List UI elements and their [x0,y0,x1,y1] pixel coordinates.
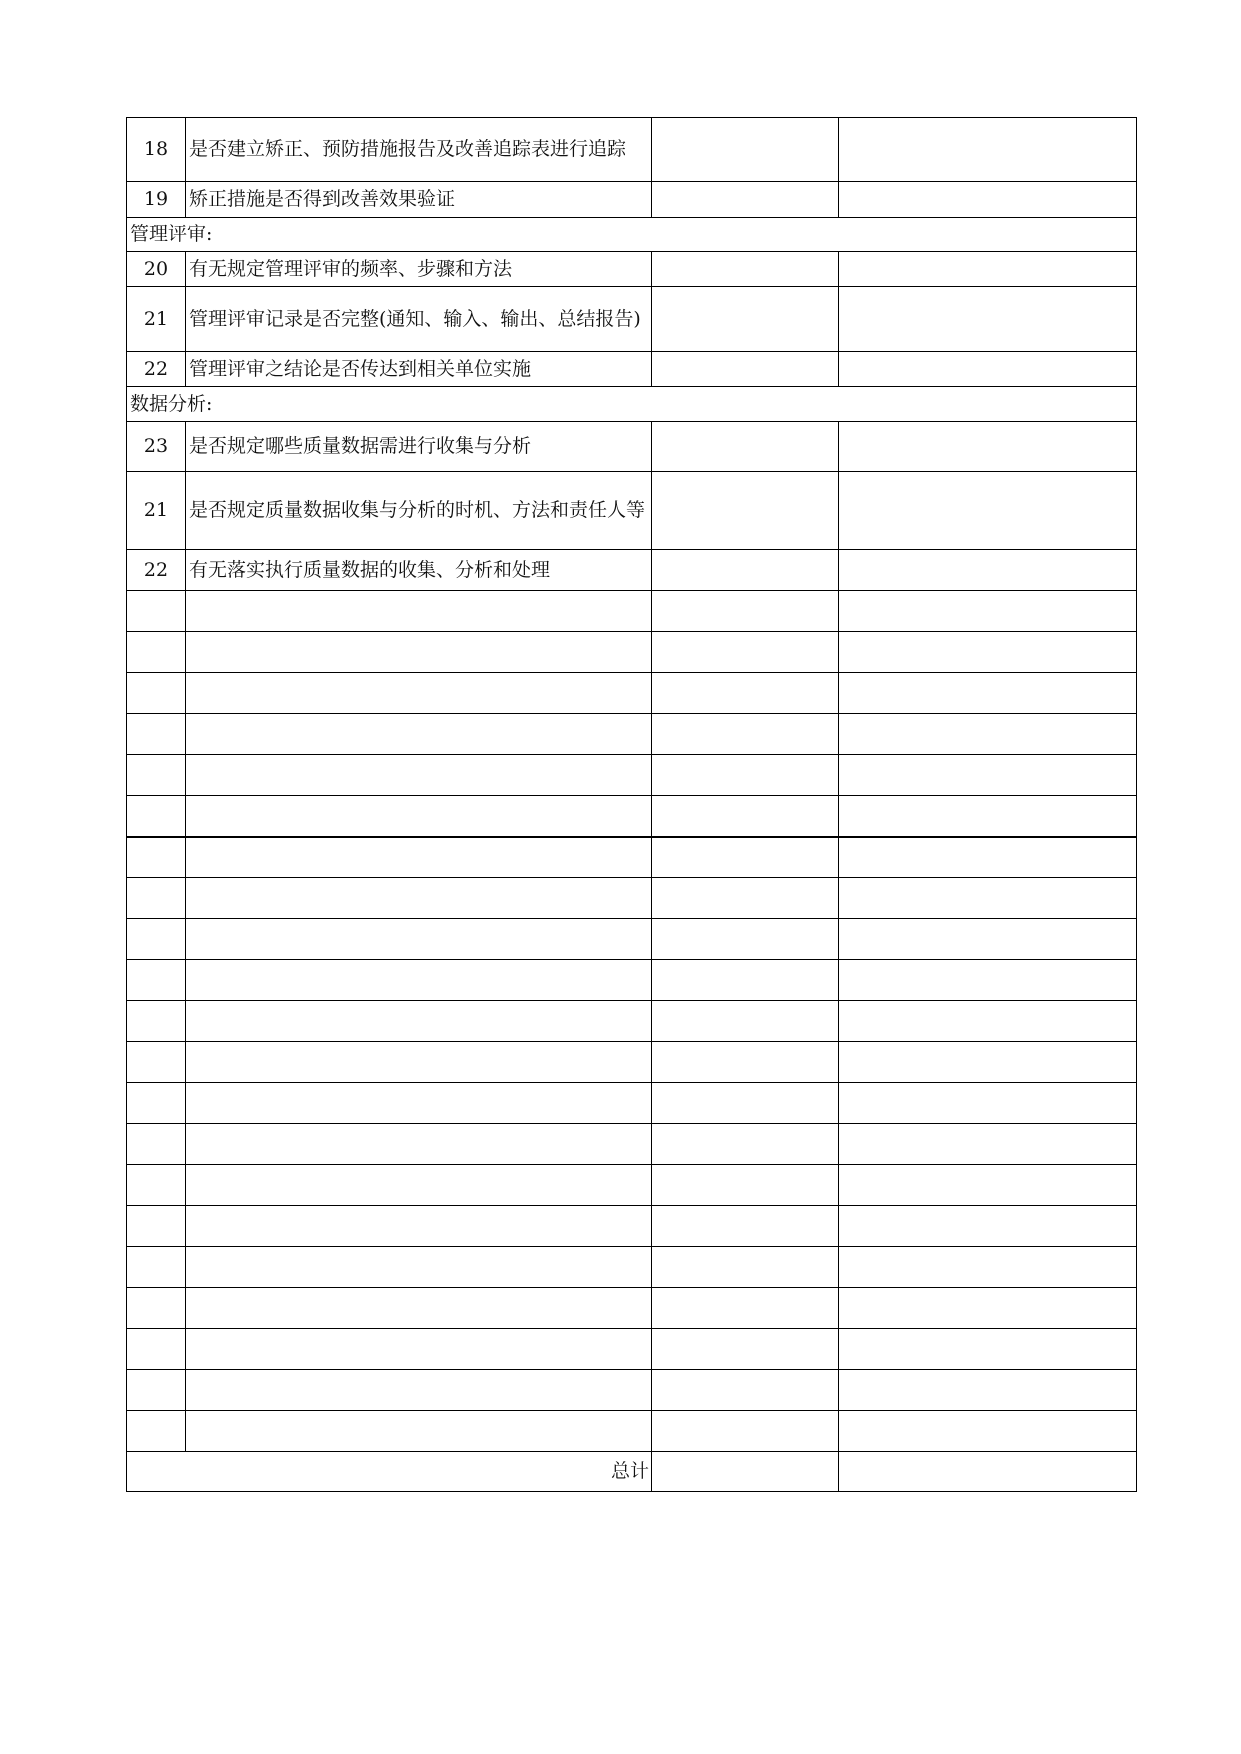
remark-cell [839,252,1137,287]
item-number: 19 [127,182,186,218]
remark-cell [839,673,1137,714]
checklist-table [126,117,1137,1492]
remark-cell [839,1083,1137,1124]
item-number: 23 [127,422,186,472]
number-cell [127,714,186,755]
number-cell [127,1370,186,1411]
result-cell [652,1288,839,1329]
result-cell [652,714,839,755]
item-cell [186,1411,652,1452]
item-number: 20 [127,252,186,287]
result-cell [652,1206,839,1247]
table-row [127,287,1137,352]
item-text: 矫正措施是否得到改善效果验证 [186,182,652,218]
result-cell [652,352,839,387]
table-row [127,1206,1137,1247]
table-row [127,1001,1137,1042]
table-row [127,252,1137,287]
item-number: 22 [127,352,186,387]
remark-cell [839,1042,1137,1083]
result-cell [652,673,839,714]
remark-cell [839,472,1137,550]
remark-cell [839,591,1137,632]
item-text: 有无规定管理评审的频率、步骤和方法 [186,252,652,287]
number-cell [127,1042,186,1083]
result-cell [652,1370,839,1411]
table-row [127,796,1137,837]
total-result-cell [652,1452,839,1492]
result-cell [652,550,839,591]
table-row [127,1288,1137,1329]
item-cell [186,796,652,837]
result-cell [652,591,839,632]
result-cell [652,1247,839,1288]
result-cell [652,1124,839,1165]
remark-cell [839,919,1137,960]
item-text: 是否规定质量数据收集与分析的时机、方法和责任人等 [186,472,652,550]
item-cell [186,837,652,878]
item-cell [186,1124,652,1165]
result-cell [652,1083,839,1124]
number-cell [127,632,186,673]
remark-cell [839,1329,1137,1370]
result-cell [652,960,839,1001]
remark-cell [839,352,1137,387]
number-cell [127,960,186,1001]
number-cell [127,591,186,632]
table-row [127,1247,1137,1288]
item-text: 是否规定哪些质量数据需进行收集与分析 [186,422,652,472]
remark-cell [839,1124,1137,1165]
table-row [127,632,1137,673]
section-row [127,387,1137,422]
item-cell [186,1329,652,1370]
result-cell [652,472,839,550]
item-text: 管理评审记录是否完整(通知、输入、输出、总结报告) [186,287,652,352]
number-cell [127,919,186,960]
result-cell [652,632,839,673]
total-label: 总计 [127,1452,652,1492]
remark-cell [839,960,1137,1001]
table-row [127,422,1137,472]
table-row [127,352,1137,387]
number-cell [127,1001,186,1042]
result-cell [652,1411,839,1452]
result-cell [652,837,839,878]
result-cell [652,878,839,919]
result-cell [652,118,839,182]
result-cell [652,755,839,796]
item-cell [186,1165,652,1206]
item-cell [186,1206,652,1247]
result-cell [652,252,839,287]
item-cell [186,755,652,796]
table-row [127,1042,1137,1083]
table-row [127,714,1137,755]
table-row [127,1329,1137,1370]
item-number: 18 [127,118,186,182]
number-cell [127,1329,186,1370]
item-cell [186,714,652,755]
section-heading: 数据分析: [127,387,1137,422]
item-cell [186,632,652,673]
number-cell [127,878,186,919]
remark-cell [839,550,1137,591]
table-row [127,1411,1137,1452]
total-remark-cell [839,1452,1137,1492]
result-cell [652,1001,839,1042]
remark-cell [839,755,1137,796]
remark-cell [839,182,1137,218]
item-cell [186,591,652,632]
section-heading: 管理评审: [127,218,1137,252]
remark-cell [839,422,1137,472]
table-row [127,1124,1137,1165]
item-text: 是否建立矫正、预防措施报告及改善追踪表进行追踪 [186,118,652,182]
table-row [127,960,1137,1001]
item-number: 21 [127,472,186,550]
table-row [127,550,1137,591]
result-cell [652,1165,839,1206]
number-cell [127,796,186,837]
result-cell [652,919,839,960]
number-cell [127,673,186,714]
remark-cell [839,1001,1137,1042]
remark-cell [839,796,1137,837]
remark-cell [839,1411,1137,1452]
table-row [127,1370,1137,1411]
item-cell [186,1083,652,1124]
number-cell [127,1124,186,1165]
table-row [127,472,1137,550]
item-cell [186,673,652,714]
remark-cell [839,1370,1137,1411]
item-cell [186,960,652,1001]
number-cell [127,837,186,878]
number-cell [127,755,186,796]
item-number: 22 [127,550,186,591]
item-cell [186,1288,652,1329]
number-cell [127,1247,186,1288]
remark-cell [839,1288,1137,1329]
remark-cell [839,878,1137,919]
item-cell [186,919,652,960]
remark-cell [839,837,1137,878]
result-cell [652,287,839,352]
table-row [127,118,1137,182]
remark-cell [839,1247,1137,1288]
remark-cell [839,714,1137,755]
table-row [127,673,1137,714]
section-row [127,218,1137,252]
item-cell [186,1001,652,1042]
item-text: 管理评审之结论是否传达到相关单位实施 [186,352,652,387]
table-row [127,1083,1137,1124]
number-cell [127,1288,186,1329]
result-cell [652,1329,839,1370]
checklist-body [127,118,1137,1492]
table-row [127,878,1137,919]
item-cell [186,1370,652,1411]
number-cell [127,1083,186,1124]
remark-cell [839,632,1137,673]
result-cell [652,182,839,218]
item-number: 21 [127,287,186,352]
number-cell [127,1206,186,1247]
table-row [127,1165,1137,1206]
remark-cell [839,1206,1137,1247]
number-cell [127,1411,186,1452]
result-cell [652,1042,839,1083]
item-text: 有无落实执行质量数据的收集、分析和处理 [186,550,652,591]
table-row [127,837,1137,878]
item-cell [186,1042,652,1083]
table-row [127,591,1137,632]
number-cell [127,1165,186,1206]
item-cell [186,878,652,919]
table-row [127,182,1137,218]
remark-cell [839,1165,1137,1206]
result-cell [652,422,839,472]
item-cell [186,1247,652,1288]
result-cell [652,796,839,837]
table-row [127,919,1137,960]
total-row [127,1452,1137,1492]
remark-cell [839,287,1137,352]
remark-cell [839,118,1137,182]
table-row [127,755,1137,796]
